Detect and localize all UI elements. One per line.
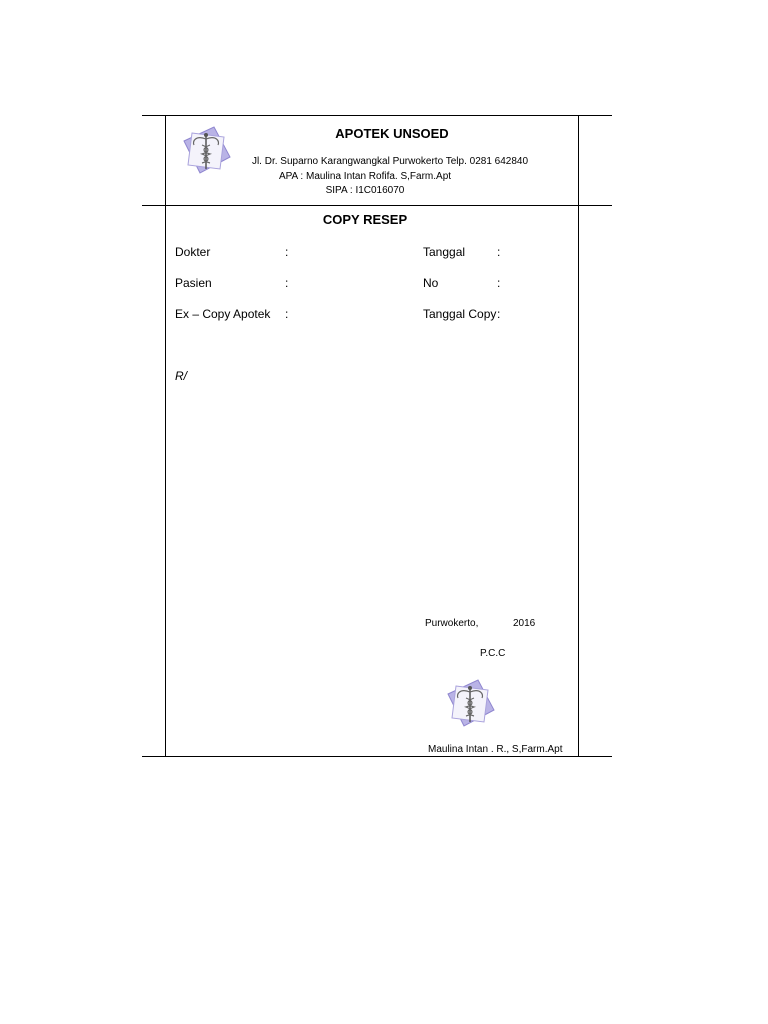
right-border-lower bbox=[578, 205, 579, 757]
field-no-colon: : bbox=[497, 276, 501, 290]
footer-pcc: P.C.C bbox=[480, 648, 506, 659]
form-title: COPY RESEP bbox=[322, 212, 408, 227]
field-dokter-label: Dokter bbox=[175, 245, 211, 259]
pharmacy-name: APOTEK UNSOED bbox=[335, 126, 449, 141]
field-pasien-label: Pasien bbox=[175, 276, 212, 290]
field-no-label: No bbox=[423, 276, 439, 290]
field-excopy-label: Ex – Copy Apotek bbox=[175, 307, 271, 321]
left-border bbox=[165, 115, 166, 757]
top-border bbox=[142, 115, 612, 116]
field-tanggal-copy-label: Tanggal Copy bbox=[423, 307, 497, 321]
caduceus-icon bbox=[442, 676, 498, 732]
field-tanggal-copy-colon: : bbox=[497, 307, 501, 321]
pharmacist-apa: APA : Maulina Intan Rofifa. S,Farm.Apt bbox=[278, 171, 452, 182]
footer-place: Purwokerto, bbox=[425, 618, 479, 629]
right-border bbox=[578, 115, 579, 206]
recipe-mark: R/ bbox=[175, 369, 187, 383]
field-tanggal-label: Tanggal bbox=[423, 245, 466, 259]
caduceus-icon bbox=[178, 123, 234, 179]
field-excopy-colon: : bbox=[285, 307, 289, 321]
header-divider bbox=[142, 205, 612, 206]
footer-signer: Maulina Intan . R., S,Farm.Apt bbox=[428, 744, 563, 755]
bottom-border bbox=[142, 756, 612, 757]
pharmacist-sipa: SIPA : I1C016070 bbox=[325, 185, 405, 196]
footer-year: 2016 bbox=[513, 618, 536, 629]
field-tanggal-colon: : bbox=[497, 245, 501, 259]
field-pasien-colon: : bbox=[285, 276, 289, 290]
field-dokter-colon: : bbox=[285, 245, 289, 259]
pharmacy-address: Jl. Dr. Suparno Karangwangkal Purwokerto Telp. 0281 642840 bbox=[251, 156, 529, 167]
